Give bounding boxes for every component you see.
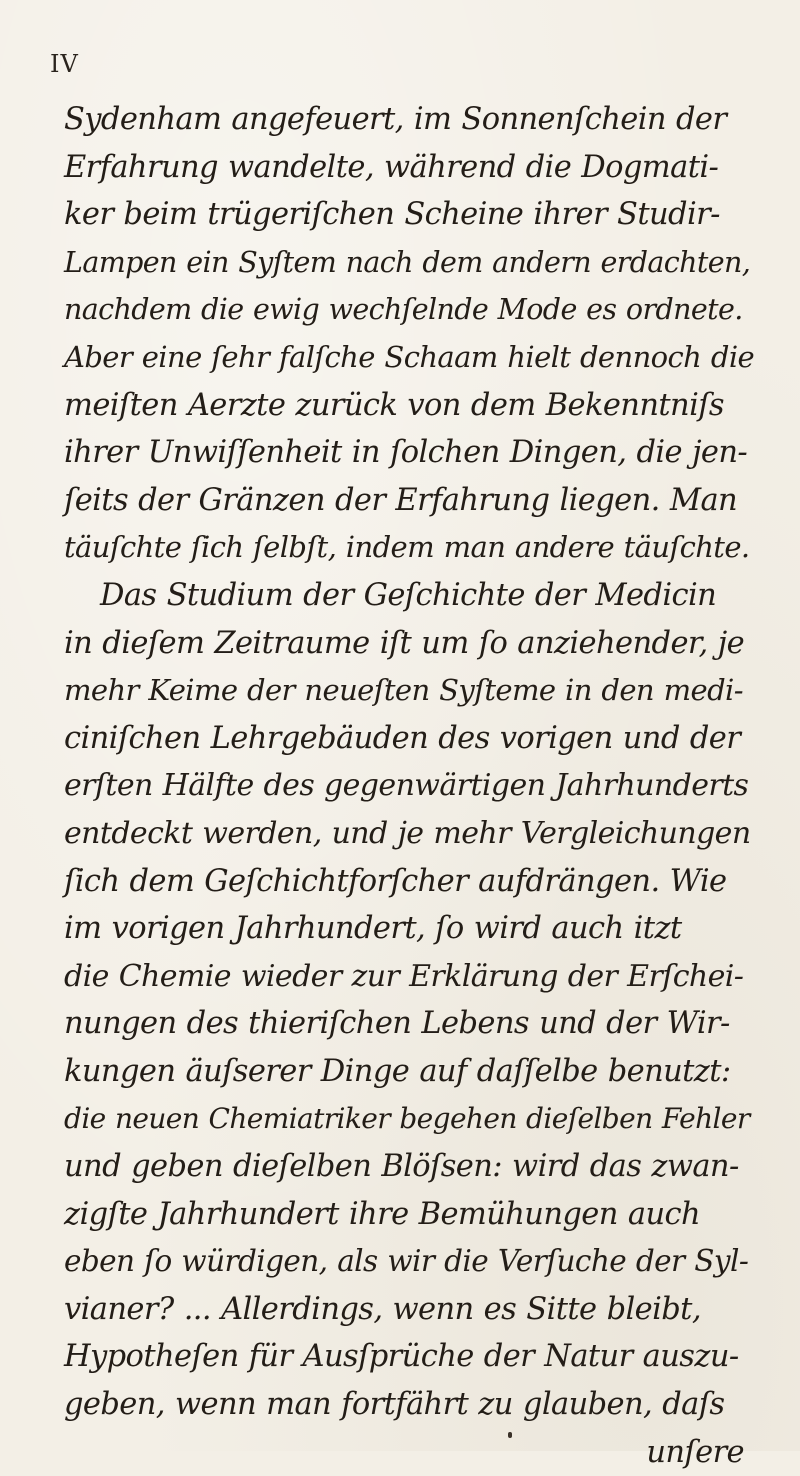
text-line: täuſchte ſich ſelbſt, indem man andere täuſchte. (64, 530, 750, 565)
text-line: ciniſchen Lehrgebäuden des vorigen und der (64, 720, 741, 756)
text-line: eben ſo würdigen, als wir die Verſuche der Syl- (64, 1244, 749, 1279)
paragraph-start-line: Das Studium der Geſchichte der Medicin (100, 577, 717, 613)
body-text (64, 96, 754, 1476)
text-line: mehr Keime der neueſten Syſteme in den medi- (64, 673, 743, 708)
text-line: zigſte Jahrhundert ihre Bemühungen auch (64, 1196, 701, 1232)
ink-speck (508, 1432, 512, 1438)
text-line: die Chemie wieder zur Erklärung der Erſchei- (64, 958, 744, 994)
text-line: entdeckt werden, und je mehr Vergleichungen (64, 815, 751, 851)
text-line: Lampen ein Syſtem nach dem andern erdachten, (64, 245, 751, 279)
text-line: ker beim trügeriſchen Scheine ihrer Studir- (64, 197, 720, 233)
text-line: Hypotheſen für Ausſprüche der Natur auszu- (64, 1339, 739, 1375)
text-line: kungen äuſserer Dinge auf daſſelbe benutzt: (64, 1053, 731, 1089)
text-line: ſich dem Geſchichtforſcher aufdrängen. Wie (64, 863, 727, 899)
catchword: unſere (646, 1434, 744, 1470)
text-line: Aber eine ſehr falſche Schaam hielt dennoch die (64, 339, 755, 374)
text-line: und geben dieſelben Blöſsen: wird das zwan- (64, 1149, 739, 1185)
text-line: nungen des thieriſchen Lebens und der Wir- (64, 1006, 730, 1042)
page-number: IV (50, 50, 79, 78)
text-line: vianer? ... Allerdings, wenn es Sitte bleibt, (64, 1291, 701, 1327)
text-line: Sydenham angefeuert, im Sonnenſchein der (64, 102, 727, 137)
text-line: meiſten Aerzte zurück von dem Bekenntniſs (64, 387, 724, 423)
text-line: in dieſem Zeitraume iſt um ſo anziehender, je (64, 625, 745, 661)
text-line: nachdem die ewig wechſelnde Mode es ordnete. (64, 293, 743, 327)
text-line: im vorigen Jahrhundert, ſo wird auch itzt (64, 911, 682, 947)
text-line: ihrer Unwiſſenheit in ſolchen Dingen, die jen- (64, 435, 748, 471)
text-line: geben, wenn man fortfährt zu glauben, daſs (64, 1387, 725, 1423)
text-line: die neuen Chemiatriker begehen dieſelben Fehler (64, 1102, 750, 1136)
text-line: Erfahrung wandelte, während die Dogmati- (64, 149, 719, 185)
text-line: ſeits der Gränzen der Erfahrung liegen. Man (64, 482, 738, 518)
text-line: erſten Hälfte des gegenwärtigen Jahrhunderts (64, 768, 749, 804)
